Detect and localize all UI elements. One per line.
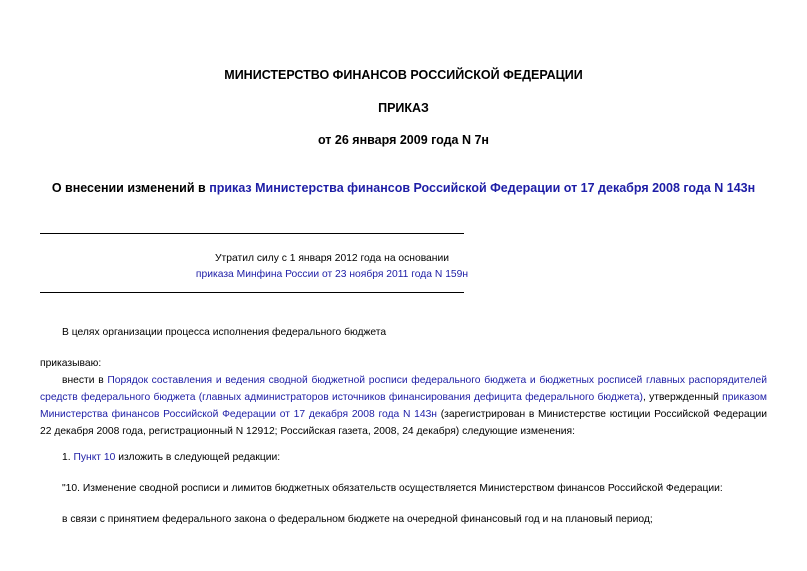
repeal-notice-link-line: [40, 267, 624, 283]
procedure-link[interactable]: Порядок составления и ведения сводной бюджетной росписи федерального бюджета и бюджетных росписей главных распорядителей средств федерального бюджета (главных администраторов источников финансирования дефицита федерального бюджета): [40, 375, 767, 403]
order-word: приказываю:: [40, 358, 102, 369]
title-prefix: О внесении изменений в: [51, 181, 210, 195]
notice-bottom-divider: [40, 292, 464, 293]
point-10-link[interactable]: Пункт 10: [73, 452, 116, 463]
amendment-paragraph: [40, 372, 767, 440]
repealing-order-link[interactable]: приказа Минфина России от 23 ноября 2011 года N 159н: [195, 269, 469, 280]
document-date: от 26 января 2009 года N 7н: [317, 133, 489, 147]
amendment-start: внести в: [62, 375, 108, 386]
amendment-middle: , утвержденный: [642, 392, 723, 403]
notice-top-divider: [40, 233, 464, 234]
document-title: [40, 180, 767, 197]
quoted-point-10: "10. Изменение сводной росписи и лимитов бюджетных обязательств осуществляется Министерством финансов Российской Федерации:: [62, 483, 723, 494]
intro-paragraph: В целях организации процесса исполнения федерального бюджета: [62, 327, 387, 338]
item-1: [62, 449, 280, 466]
item-1-text: изложить в следующей редакции:: [115, 452, 281, 463]
ministry-heading: МИНИСТЕРСТВО ФИНАНСОВ РОССИЙСКОЙ ФЕДЕРАЦИИ: [224, 68, 583, 82]
case-paragraph: в связи с принятием федерального закона о федеральном бюджете на очередной финансовый год и на плановый период;: [62, 514, 653, 525]
amendment-end: (зарегистрирован в Министерстве юстиции Российской Федерации 22 декабря 2008 года, регистрационный N 12912; Российская газета, 2008, 24 декабря) следующие изменения:: [40, 409, 767, 437]
item-1-number: 1.: [62, 452, 74, 463]
document-type: ПРИКАЗ: [378, 101, 429, 115]
repeal-notice: Утратил силу с 1 января 2012 года на основании: [215, 253, 449, 264]
amended-order-link[interactable]: приказ Министерства финансов Российской Федерации от 17 декабря 2008 года N 143н: [209, 181, 756, 195]
order-143n-link[interactable]: приказом Министерства финансов Российской Федерации от 17 декабря 2008 года N 143н: [40, 392, 767, 420]
